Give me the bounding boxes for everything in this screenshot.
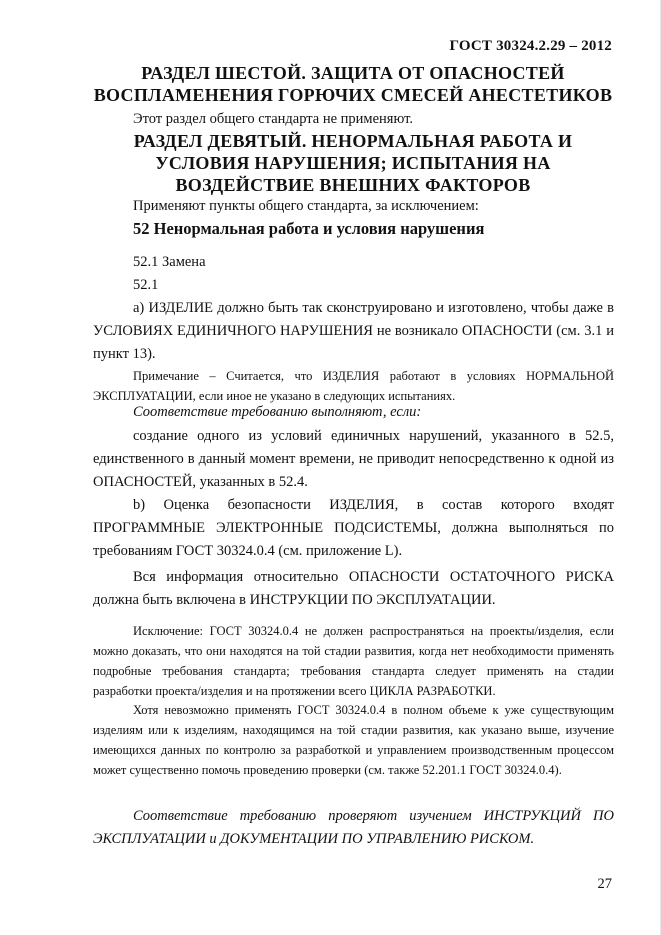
section-9-title-line-1: РАЗДЕЛ ДЕВЯТЫЙ. НЕНОРМАЛЬНАЯ РАБОТА И xyxy=(133,131,573,151)
section-6-title-line-1: РАЗДЕЛ ШЕСТОЙ. ЗАЩИТА ОТ ОПАСНОСТЕЙ xyxy=(141,63,565,83)
section-9-title-line-3: ВОЗДЕЙСТВИЕ ВНЕШНИХ ФАКТОРОВ xyxy=(175,175,531,195)
although-text: Хотя невозможно применять ГОСТ 30324.0.4 в полном объеме к уже существующим изделиям или к изделиям, находящимся на той стадии развития, как указано выше, изучение имеющихся данных по контролю за разработкой и управлением производственным процессом может существенно помочь проведению проверки (см. также 52.201.1 ГОСТ 30324.0.4). xyxy=(93,703,614,777)
clause-52-1-title: 52.1 Замена xyxy=(133,254,206,270)
paragraph-a: а) ИЗДЕЛИЕ должно быть так сконструировано и изготовлено, чтобы даже в УСЛОВИЯХ ЕДИНИЧНОГО НАРУШЕНИЯ не возникало ОПАСНОСТИ (см. 3.1 и пункт 13). xyxy=(93,300,614,362)
clause-52-1-number: 52.1 xyxy=(133,277,159,293)
paragraph-risk: Вся информация относительно ОПАСНОСТИ ОСТАТОЧНОГО РИСКА должна быть включена в ИНСТРУКЦИИ ПО ЭКСПЛУАТАЦИИ. xyxy=(93,569,614,608)
clause-52-heading: 52 Ненормальная работа и условия нарушения xyxy=(133,219,485,238)
compliance-if: Соответствие требованию выполняют, если: xyxy=(133,404,422,420)
compliance-check: Соответствие требованию проверяют изучением ИНСТРУКЦИЙ ПО ЭКСПЛУАТАЦИИ и ДОКУМЕНТАЦИИ ПО УПРАВЛЕНИЮ РИСКОМ. xyxy=(93,808,614,847)
page-number: 27 xyxy=(597,876,612,892)
paragraph-b: b) Оценка безопасности ИЗДЕЛИЯ, в состав которого входят ПРОГРАММНЫЕ ЭЛЕКТРОННЫЕ ПОДСИСТЕМЫ, должна выполняться по требованиям ГОСТ 30324.0.4 (см. приложение L). xyxy=(93,497,614,559)
section-6-title xyxy=(92,62,614,106)
section-6-title-line-2: ВОСПЛАМЕНЕНИЯ ГОРЮЧИХ СМЕСЕЙ АНЕСТЕТИКОВ xyxy=(93,85,613,105)
section-9-note: Применяют пункты общего стандарта, за исключением: xyxy=(133,198,479,214)
note-a: Примечание – Считается, что ИЗДЕЛИЯ работают в условиях НОРМАЛЬНОЙ ЭКСПЛУАТАЦИИ, если иное не указано в следующих испытаниях. xyxy=(93,369,614,403)
section-6-note: Этот раздел общего стандарта не применяют. xyxy=(133,111,413,127)
paragraph-condition: создание одного из условий единичных нарушений, указанного в 52.5, единственного в данный момент времени, не приводит непосредственно к одной из ОПАСНОСТЕЙ, указанных в 52.4. xyxy=(93,428,614,490)
document-code: ГОСТ 30324.2.29 – 2012 xyxy=(449,38,612,54)
exception-text: Исключение: ГОСТ 30324.0.4 не должен распространяться на проекты/изделия, если можно доказать, что они находятся на той стадии развития, когда нет необходимости применять подробные требования стандарта; требования стандарта следует применять на стадии разработки проекта/изделия и на протяжении всего ЦИКЛА РАЗРАБОТКИ. xyxy=(93,624,614,698)
section-9-title xyxy=(92,130,614,196)
section-9-title-line-2: УСЛОВИЯ НАРУШЕНИЯ; ИСПЫТАНИЯ НА xyxy=(155,153,551,173)
